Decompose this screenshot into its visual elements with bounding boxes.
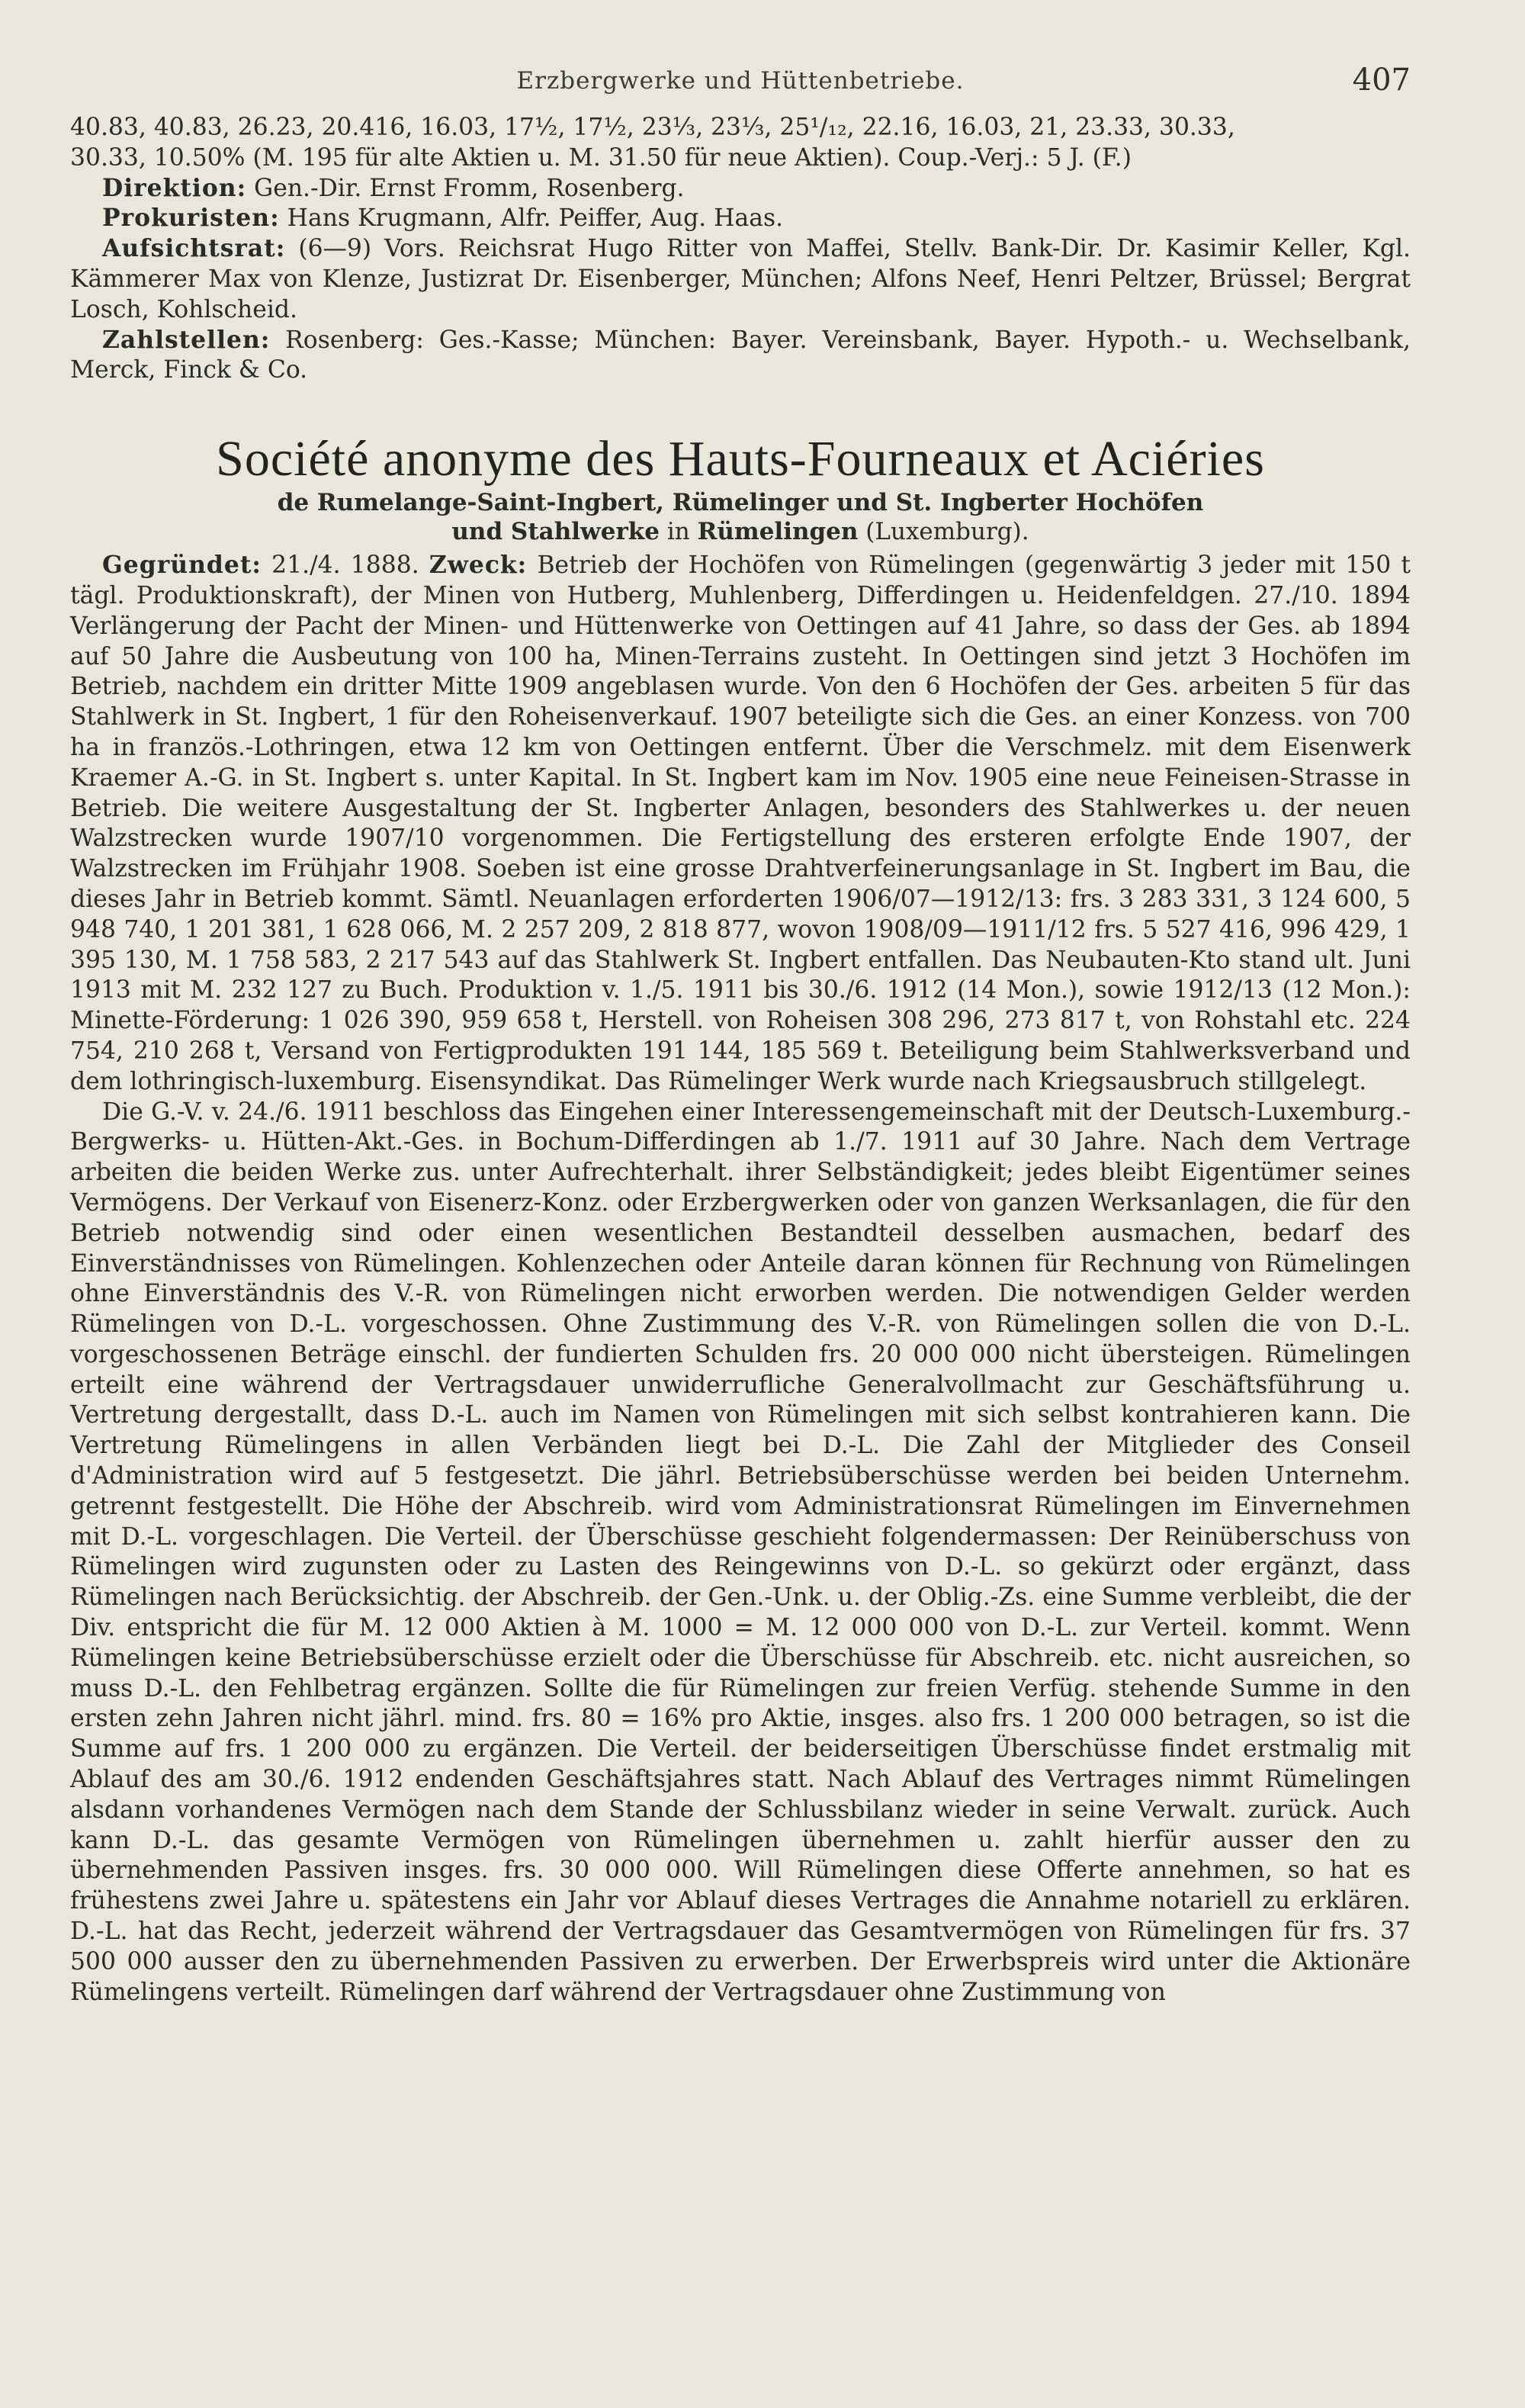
zahlstellen-text: Rosenberg: Ges.-Kasse; München: Bayer. Vereinsbank, Bayer. Hypoth.- u. Wechselbank, Merck, Finck & Co.	[70, 326, 1411, 384]
previous-entry	[70, 113, 1411, 386]
gegruendet-text: 21./4. 1888.	[261, 551, 429, 580]
aufsichtsrat-label: Aufsichtsrat:	[102, 235, 286, 263]
company-subtitle-line-2	[70, 517, 1411, 546]
direktion-text: Gen.-Dir. Ernst Fromm, Rosenberg.	[246, 174, 685, 202]
aufsichtsrat-paragraph	[70, 234, 1411, 325]
direktion-paragraph	[70, 174, 1411, 204]
dividend-line-2: 30.33, 10.50% (M. 195 für alte Aktien u. M. 31.50 für neue Aktien). Coup.-Verj.: 5 J. (F.)	[70, 143, 1132, 172]
prokuristen-label: Prokuristen:	[102, 204, 280, 233]
running-head: Erzbergwerke und Hüttenbetriebe.	[516, 67, 965, 95]
zahlstellen-label: Zahlstellen:	[102, 326, 271, 354]
company-heading	[70, 430, 1411, 546]
dividend-line-1: 40.83, 40.83, 26.23, 20.416, 16.03, 17½, 17½, 23⅓, 23⅓, 25¹/₁₂, 22.16, 16.03, 21, 23.33, 30.33,	[70, 114, 1235, 141]
company-subtitle-line-1: de Rumelange-Saint-Ingbert, Rümelinger und St. Ingberter Hochöfen	[277, 489, 1204, 517]
zweck-label: Zweck:	[429, 551, 528, 580]
aufsichtsrat-text: (6—9) Vors. Reichsrat Hugo Ritter von Maffei, Stellv. Bank-Dir. Dr. Kasimir Keller, Kgl. Kämmerer Max von Klenze, Justizrat Dr. Eisenberger, München; Alfons Neef, Henri Peltzer, Brüssel; Bergrat Losch, Kohlscheid.	[70, 235, 1411, 323]
prokuristen-paragraph	[70, 204, 1411, 234]
zahlstellen-paragraph	[70, 326, 1411, 387]
gegruendet-label: Gegründet:	[102, 551, 262, 580]
page-number: 407	[1352, 63, 1411, 98]
company-entry-body	[70, 551, 1411, 2008]
zweck-text: Betrieb der Hochöfen von Rümelingen (gegenwärtig 3 jeder mit 150 t tägl. Produktionskraft), der Minen von Hutberg, Muhlenberg, Differdingen u. Heidenfeldgen. 27./10. 1894 Verlängerung der Pacht der Minen- und Hüttenwerke von Oettingen auf 41 Jahre, so dass der Ges. ab 1894 auf 50 Jahre die Ausbeutung von 100 ha, Minen-Terrains zusteht. In Oettingen sind jetzt 3 Hochöfen im Betrieb, nachdem ein dritter Mitte 1909 angeblasen wurde. Von den 6 Hochöfen der Ges. arbeiten 5 für das Stahlwerk in St. Ingbert, 1 für den Roheisenverkauf. 1907 beteiligte sich die Ges. an einer Konzess. von 700 ha in französ.-Lothringen, etwa 12 km von Oettingen entfernt. Über die Verschmelz. mit dem Eisenwerk Kraemer A.-G. in St. Ingbert s. unter Kapital. In St. Ingbert kam im Nov. 1905 eine neue Feineisen-Strasse in Betrieb. Die weitere Ausgestaltung der St. Ingberter Anlagen, besonders des Stahlwerkes u. der neuen Walzstrecken wurde 1907/10 vorgenommen. Die Fertigstellung des ersteren erfolgte Ende 1907, der Walzstrecken im Frühjahr 1908. Soeben ist eine grosse Drahtverfeinerungsanlage in St. Ingbert im Bau, die dieses Jahr in Betrieb kommt. Sämtl. Neuanlagen erforderten 1906/07—1912/13: frs. 3 283 331, 3 124 600, 5 948 740, 1 201 381, 1 628 066, M. 2 257 209, 2 818 877, wovon 1908/09—1911/12 frs. 5 527 416, 996 429, 1 395 130, M. 1 758 583, 2 217 543 auf das Stahlwerk St. Ingbert entfallen. Das Neubauten-Kto stand ult. Juni 1913 mit M. 232 127 zu Buch. Produktion v. 1./5. 1911 bis 30./6. 1912 (14 Mon.), sowie 1912/13 (12 Mon.): Minette-Förderung: 1 026 390, 959 658 t, Herstell. von Roheisen 308 296, 273 817 t, von Rohstahl etc. 224 754, 210 268 t, Versand von Fertigprodukten 191 144, 185 569 t. Beteiligung beim Stahlwerksverband und dem lothringisch-luxemburg. Eisensyndikat. Das Rümelinger Werk wurde nach Kriegsausbruch stillgelegt.	[70, 551, 1411, 1095]
interessengemeinschaft-paragraph: Die G.-V. v. 24./6. 1911 beschloss das Eingehen einer Interessengemeinschaft mit der Deutsch-Luxemburg.-Bergwerks- u. Hütten-Akt.-Ges. in Bochum-Differdingen ab 1./7. 1911 auf 30 Jahre. Nach dem Vertrage arbeiten die beiden Werke zus. unter Aufrechterhalt. ihrer Selbständigkeit; jedes bleibt Eigentümer seines Vermögens. Der Verkauf von Eisenerz-Konz. oder Erzbergwerken oder von ganzen Werksanlagen, die für den Betrieb notwendig sind oder einen wesentlichen Bestandteil desselben ausmachen, bedarf des Einverständnisses von Rümelingen. Kohlenzechen oder Anteile daran können für Rechnung von Rümelingen ohne Einverständnis des V.-R. von Rümelingen nicht erworben werden. Die notwendigen Gelder werden Rümelingen von D.-L. vorgeschossen. Ohne Zustimmung des V.-R. von Rümelingen sollen die von D.-L. vorgeschossenen Beträge einschl. der fundierten Schulden frs. 20 000 000 nicht übersteigen. Rümelingen erteilt eine während der Vertragsdauer unwiderrufliche Generalvollmacht zur Geschäftsführung u. Vertretung dergestallt, dass D.-L. auch im Namen von Rümelingen mit sich selbst kontrahieren kann. Die Vertretung Rümelingens in allen Verbänden liegt bei D.-L. Die Zahl der Mitglieder des Conseil d'Administration wird auf 5 festgesetzt. Die jährl. Betriebsüberschüsse werden bei beiden Unternehm. getrennt festgestellt. Die Höhe der Abschreib. wird vom Administrationsrat Rümelingen im Einvernehmen mit D.-L. vorgeschlagen. Die Verteil. der Überschüsse geschieht folgendermassen: Der Reinüberschuss von Rümelingen wird zugunsten oder zu Lasten des Reingewinns von D.-L. so gekürzt oder ergänzt, dass Rümelingen nach Berücksichtig. der Abschreib. der Gen.-Unk. u. der Oblig.-Zs. eine Summe verbleibt, die der Div. entspricht die für M. 12 000 Aktien à M. 1000 = M. 12 000 000 von D.-L. zur Verteil. kommt. Wenn Rümelingen keine Betriebsüberschüsse erzielt oder die Überschüsse für Abschreib. etc. nicht ausreichen, so muss D.-L. den Fehlbetrag ergänzen. Sollte die für Rümelingen zur freien Verfüg. stehende Summe in den ersten zehn Jahren nicht jährl. mind. frs. 80 = 16% pro Aktie, insges. also frs. 1 200 000 betragen, so ist die Summe auf frs. 1 200 000 zu ergänzen. Die Verteil. der beiderseitigen Überschüsse findet erstmalig mit Ablauf des am 30./6. 1912 endenden Geschäftsjahres statt. Nach Ablauf des Vertrages nimmt Rümelingen alsdann vorhandenes Vermögen nach dem Stande der Schlussbilanz wieder in seine Verwalt. zurück. Auch kann D.-L. das gesamte Vermögen von Rümelingen übernehmen u. zahlt hierfür ausser den zu übernehmenden Passiven insges. frs. 30 000 000. Will Rümelingen diese Offerte annehmen, so hat es frühestens zwei Jahre u. spätestens ein Jahr vor Ablauf dieses Vertrages die Annahme notariell zu erklären. D.-L. hat das Recht, jederzeit während der Vertragsdauer das Gesamtvermögen von Rümelingen für frs. 37 500 000 ausser den zu übernehmenden Passiven zu erwerben. Der Erwerbspreis wird unter die Aktionäre Rümelingens verteilt. Rümelingen darf während der Vertragsdauer ohne Zustimmung von	[70, 1098, 1411, 2006]
subtitle-place: Rümelingen	[697, 518, 859, 546]
direktion-label: Direktion:	[102, 174, 247, 202]
company-title: Société anonyme des Hauts-Fourneaux et Aciéries	[216, 431, 1265, 487]
prokuristen-text: Hans Krugmann, Alfr. Peiffer, Aug. Haas.	[279, 204, 784, 233]
subtitle-stahlwerke: und Stahlwerke	[451, 518, 660, 546]
subtitle-country: (Luxemburg).	[858, 518, 1029, 546]
gegruendet-zweck-paragraph	[70, 551, 1411, 1097]
page-header	[70, 63, 1411, 113]
subtitle-in: in	[660, 518, 698, 546]
